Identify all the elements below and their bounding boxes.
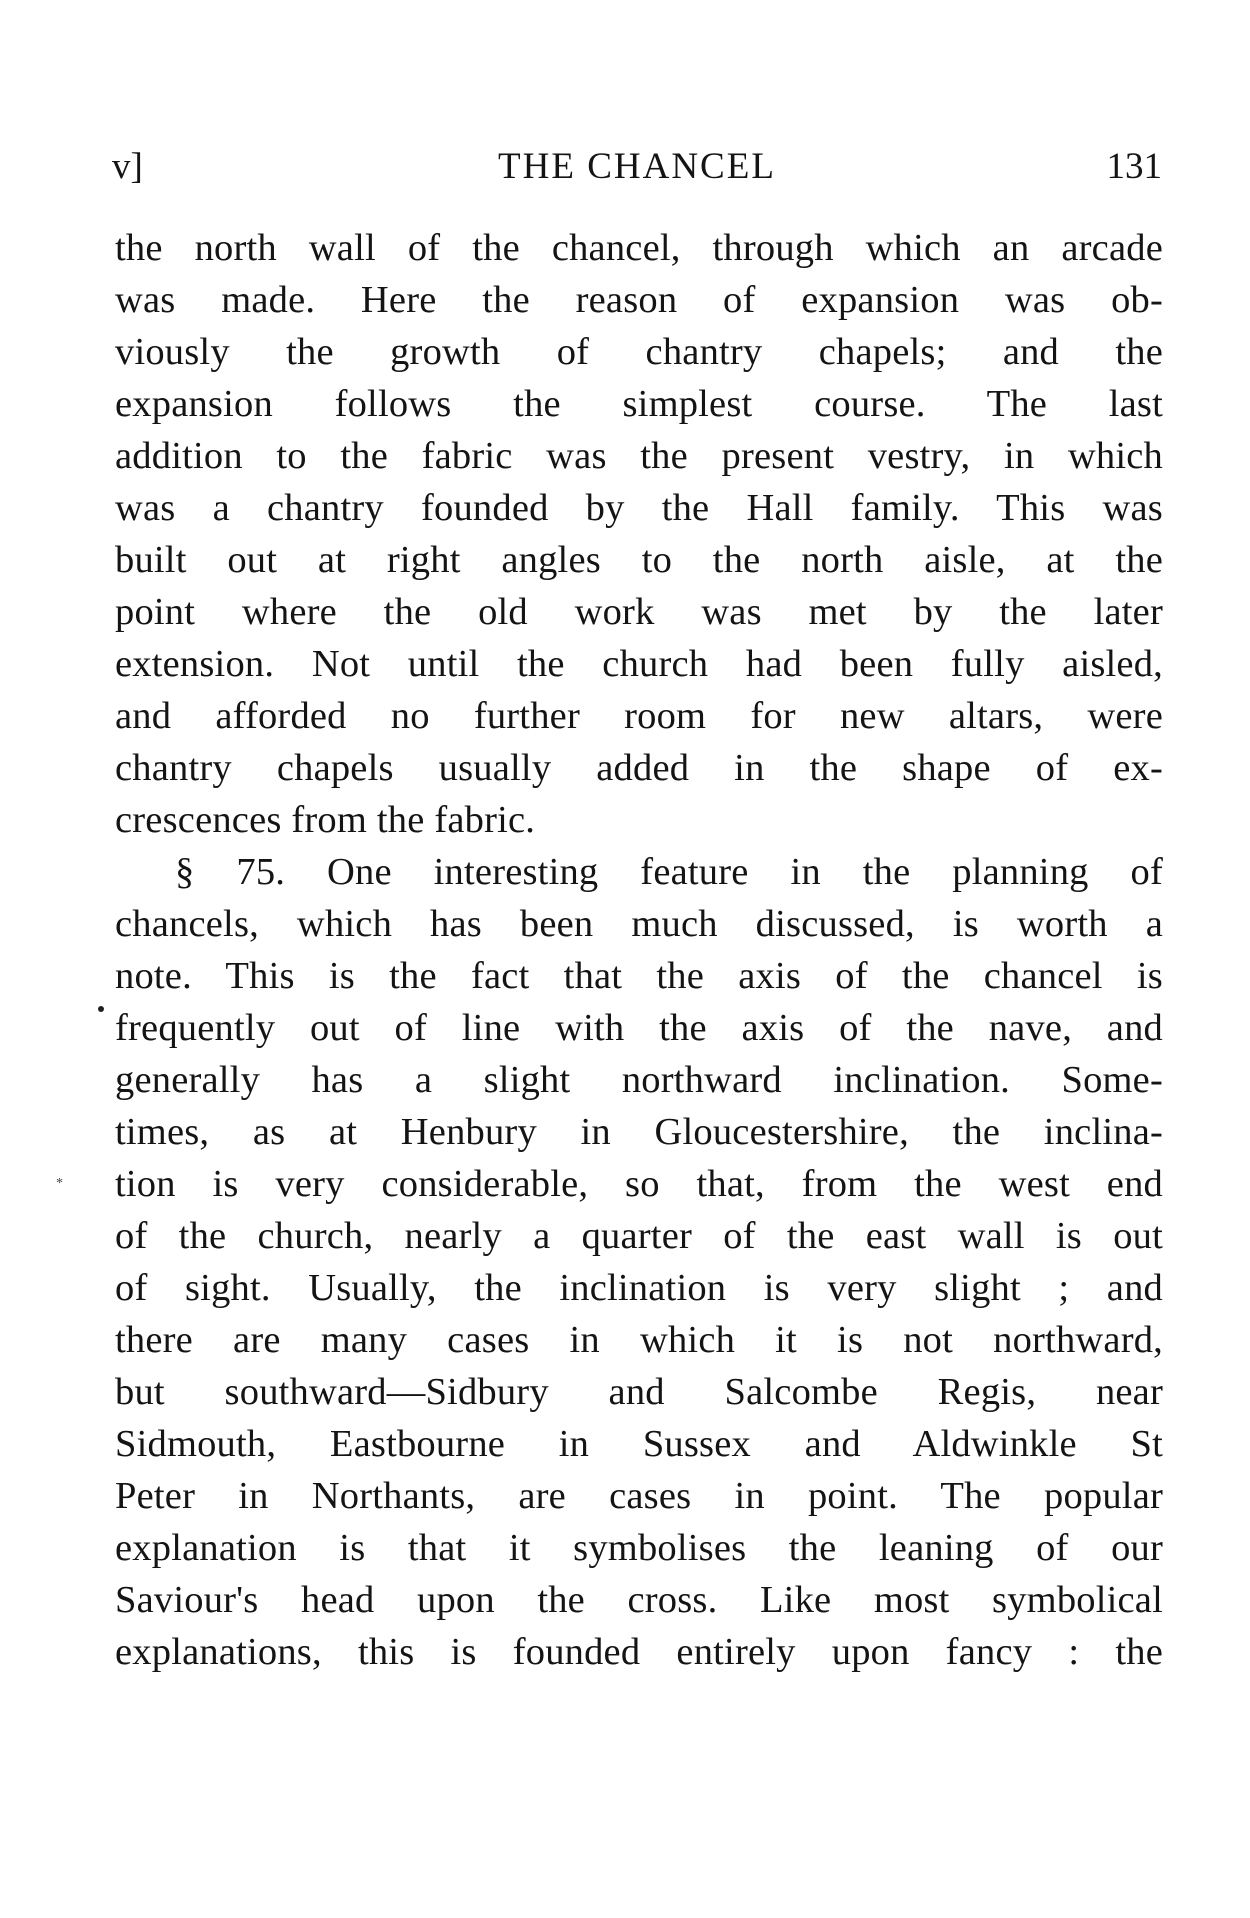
text-line: the north wall of the chancel, through which an arcade: [115, 227, 1163, 269]
text-line: chancels, which has been much discussed, is worth a: [115, 903, 1163, 945]
text-line: was made. Here the reason of expansion was ob-: [115, 279, 1163, 321]
page-number: 131: [1106, 146, 1162, 187]
text-line: generally has a slight northward inclination. Some-: [115, 1059, 1163, 1101]
text-line: and afforded no further room for new altars, were: [115, 695, 1163, 737]
text-line: point where the old work was met by the later: [115, 591, 1163, 633]
text-line: chantry chapels usually added in the shape of ex-: [115, 747, 1163, 789]
text-line: Sidmouth, Eastbourne in Sussex and Aldwinkle St: [115, 1423, 1163, 1465]
margin-dot: [98, 1006, 104, 1012]
text-line: viously the growth of chantry chapels; and the: [115, 331, 1163, 373]
text-line: frequently out of line with the axis of the nave, and: [115, 1007, 1163, 1049]
running-header: [112, 140, 1162, 194]
body-text: [115, 222, 1163, 1678]
text-line: addition to the fabric was the present vestry, in which: [115, 435, 1163, 477]
text-line: note. This is the fact that the axis of the chancel is: [115, 955, 1163, 997]
text-line: times, as at Henbury in Gloucestershire, the inclina-: [115, 1111, 1163, 1153]
text-line: explanations, this is founded entirely upon fancy : the: [115, 1631, 1163, 1673]
chapter-marker: v]: [112, 146, 143, 187]
text-line: was a chantry founded by the Hall family. This was: [115, 487, 1163, 529]
text-line: of the church, nearly a quarter of the east wall is out: [115, 1215, 1163, 1257]
text-line: crescences from the fabric.: [115, 799, 536, 841]
text-line: extension. Not until the church had been fully aisled,: [115, 643, 1163, 685]
text-line: Saviour's head upon the cross. Like most symbolical: [115, 1579, 1163, 1621]
text-line: but southward—Sidbury and Salcombe Regis, near: [115, 1371, 1163, 1413]
text-line: there are many cases in which it is not northward,: [115, 1319, 1163, 1361]
margin-asterisk: *: [56, 1176, 63, 1191]
text-line: built out at right angles to the north aisle, at the: [115, 539, 1163, 581]
text-line: of sight. Usually, the inclination is very slight ; and: [115, 1267, 1163, 1309]
text-line: Peter in Northants, are cases in point. The popular: [115, 1475, 1163, 1517]
section-heading-line: § 75. One interesting feature in the planning of: [175, 851, 1163, 893]
text-line: explanation is that it symbolises the leaning of our: [115, 1527, 1163, 1569]
text-line: expansion follows the simplest course. The last: [115, 383, 1163, 425]
running-title: THE CHANCEL: [498, 146, 776, 187]
text-line: tion is very considerable, so that, from the west end: [115, 1163, 1163, 1205]
